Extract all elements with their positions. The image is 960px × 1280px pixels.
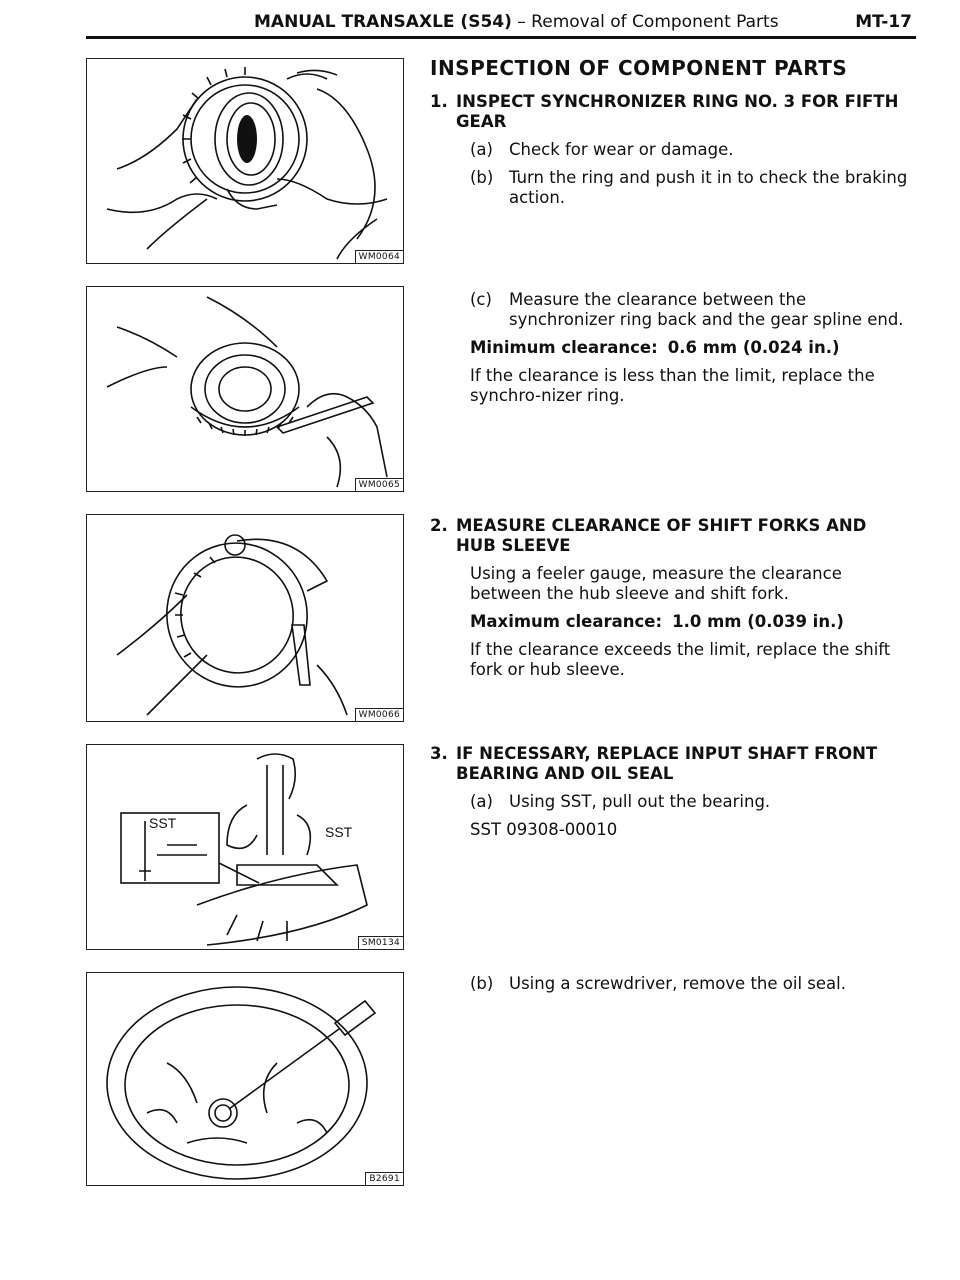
step-2-heading (430, 516, 908, 556)
step-1-a (430, 140, 908, 160)
item-text: Turn the ring and push it in to check the braking action. (509, 168, 908, 207)
figure-oil-seal-removal (86, 972, 404, 1186)
illustration-sst-puller (87, 745, 403, 949)
figure-code: WM0064 (355, 250, 404, 264)
step-number: 3. (430, 744, 448, 763)
step-2-note: If the clearance exceeds the limit, replace the shift fork or hub sleeve. (470, 640, 891, 679)
step-title: INSPECT SYNCHRONIZER RING NO. 3 FOR FIFTH GEAR (456, 92, 899, 131)
item-text: Using SST, pull out the bearing. (509, 792, 771, 811)
illustration-feeler-gauge (87, 287, 403, 491)
step-3-a (430, 792, 908, 812)
section-heading: INSPECTION OF COMPONENT PARTS (430, 56, 848, 80)
step-3 (430, 744, 908, 840)
item-label: (a) (470, 792, 493, 811)
step-3-b (430, 974, 908, 994)
spec-value: 1.0 mm (0.039 in.) (672, 612, 844, 631)
step-1 (430, 92, 908, 208)
spec-label: Maximum clearance: (470, 612, 663, 631)
step-1-note: If the clearance is less than the limit, replace the synchro-nizer ring. (470, 366, 875, 405)
page-header (86, 10, 916, 38)
sst-number: SST 09308-00010 (470, 820, 618, 839)
step-2-text: Using a feeler gauge, measure the clearance between the hub sleeve and shift fork. (470, 564, 842, 603)
figure-synchronizer-ring (86, 58, 404, 264)
figure-code: SM0134 (358, 936, 404, 950)
title-bold: MANUAL TRANSAXLE (S54) (254, 12, 512, 32)
spec-maximum-clearance (430, 612, 908, 632)
page-title (254, 12, 779, 32)
spec-minimum-clearance (430, 338, 908, 358)
figure-code: WM0065 (355, 478, 404, 492)
step-2 (430, 516, 908, 680)
figure-code: WM0066 (355, 708, 404, 722)
item-label: (b) (470, 168, 494, 187)
title-rest: – Removal of Component Parts (511, 12, 779, 32)
illustration-hands-ring (87, 59, 403, 263)
item-label: (a) (470, 140, 493, 159)
step-number: 2. (430, 516, 448, 535)
section-title (430, 58, 908, 78)
item-text: Check for wear or damage. (509, 140, 734, 159)
illustration-screwdriver (87, 973, 403, 1185)
step-3-heading (430, 744, 908, 784)
spec-label: Minimum clearance: (470, 338, 658, 357)
figure-code: B2691 (365, 1172, 404, 1186)
step-1-c-block (430, 290, 908, 406)
sst-label-right: SST (325, 824, 353, 840)
item-label: (b) (470, 974, 494, 993)
step-1-b (430, 168, 908, 208)
item-label: (c) (470, 290, 492, 309)
page-number: MT-17 (855, 12, 912, 32)
figure-shift-fork (86, 514, 404, 722)
step-title: IF NECESSARY, REPLACE INPUT SHAFT FRONT BEARING AND OIL SEAL (456, 744, 878, 783)
item-text: Measure the clearance between the synchronizer ring back and the gear spline end. (509, 290, 904, 329)
header-rule (86, 36, 916, 39)
figure-measure-clearance (86, 286, 404, 492)
spec-value: 0.6 mm (0.024 in.) (667, 338, 840, 357)
sst-label-left: SST (149, 815, 177, 831)
step-1-heading (430, 92, 908, 132)
illustration-shift-fork (87, 515, 403, 721)
step-3-b-block (430, 974, 908, 994)
figure-sst-bearing-puller (86, 744, 404, 950)
step-number: 1. (430, 92, 448, 111)
step-title: MEASURE CLEARANCE OF SHIFT FORKS AND HUB SLEEVE (456, 516, 867, 555)
item-text: Using a screwdriver, remove the oil seal. (509, 974, 846, 993)
step-1-c (430, 290, 908, 330)
